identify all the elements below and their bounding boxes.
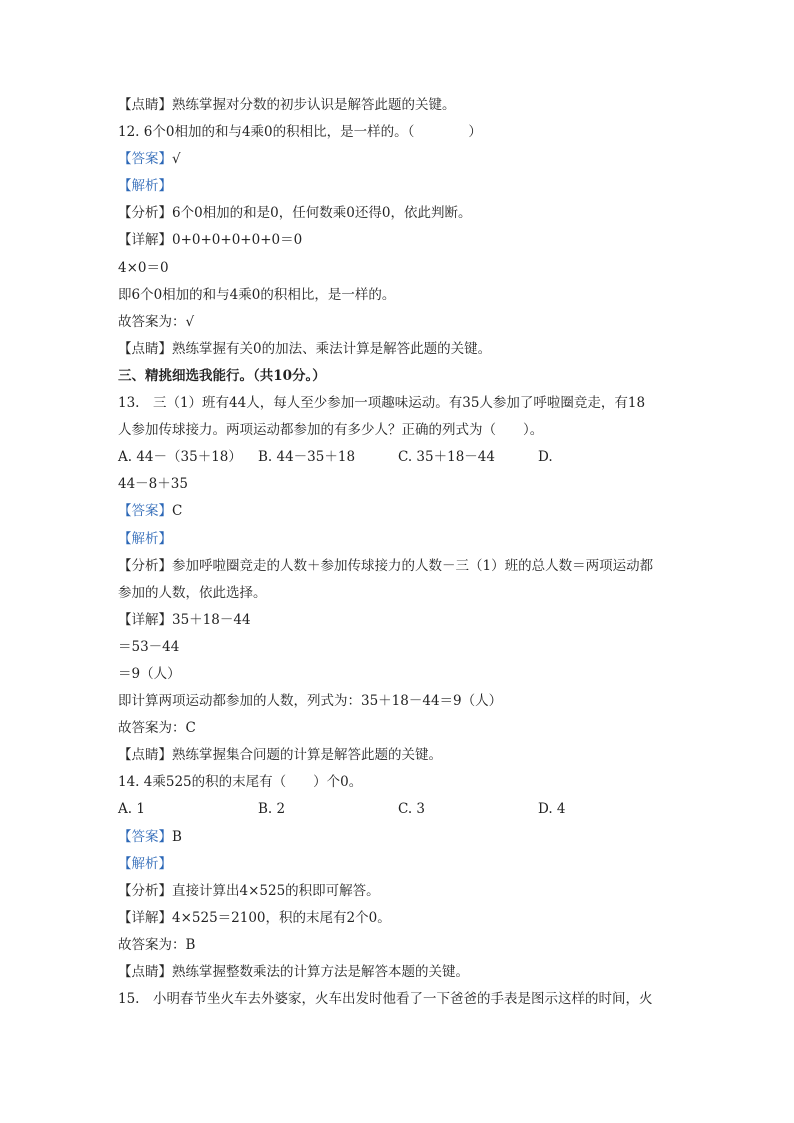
- option-b: B. 44－35＋18: [258, 449, 356, 466]
- answer-line: [118, 498, 678, 525]
- section-heading: 三、精挑细选我能行。（共10分。）: [118, 367, 326, 384]
- option-d: D. 4: [538, 801, 566, 818]
- analysis-line: 参加的人数，依此选择。: [118, 584, 267, 601]
- analysis-line: 【分析】直接计算出4×525的积即可解答。: [118, 882, 380, 899]
- answer-value: √: [172, 151, 181, 168]
- detail-line: 【详解】0+0+0+0+0+0＝0: [118, 232, 303, 249]
- tip-line: 【点睛】熟练掌握对分数的初步认识是解答此题的关键。: [118, 97, 456, 113]
- analysis-line: 【分析】参加呼啦圈竞走的人数＋参加传球接力的人数－三（1）班的总人数＝两项运动都: [118, 557, 654, 574]
- question-15: 15. 小明春节坐火车去外婆家，火车出发时他看了一下爸爸的手表是图示这样的时间，火: [118, 991, 653, 1008]
- detail-line: 【详解】35＋18－44: [118, 611, 251, 628]
- detail-line: 即计算两项运动都参加的人数，列式为：35＋18－44＝9（人）: [118, 693, 503, 710]
- detail-line: 【详解】4×525＝2100，积的末尾有2个0。: [118, 909, 391, 926]
- answer-tag: 【答案】: [118, 828, 172, 845]
- detail-line: ＝53－44: [118, 638, 180, 655]
- document-page: [118, 92, 678, 1013]
- tip-line: 【点睛】熟练掌握整数乘法的计算方法是解答本题的关键。: [118, 964, 469, 980]
- final-answer-line: 故答案为：√: [118, 313, 195, 330]
- answer-line: [118, 146, 678, 173]
- options-row: [118, 796, 678, 823]
- answer-tag: 【答案】: [118, 151, 172, 168]
- option-c: C. 35＋18－44: [398, 449, 495, 466]
- analysis-line: 【分析】6个0相加的和是0，任何数乘0还得0，依此判断。: [118, 205, 472, 222]
- tip-line: 【点睛】熟练掌握集合问题的计算是解答此题的关键。: [118, 747, 442, 764]
- answer-value: C: [172, 503, 183, 520]
- final-answer-line: 故答案为：C: [118, 720, 196, 737]
- answer-line: [118, 824, 678, 851]
- option-d: D.: [538, 449, 553, 466]
- options-row: [118, 444, 678, 471]
- option-d-cont: 44－8＋35: [118, 476, 188, 493]
- option-a: A. 44－（35＋18）: [118, 449, 242, 466]
- question-13-cont: 人参加传球接力。两项运动都参加的有多少人？正确的列式为（ ）。: [118, 422, 544, 439]
- final-answer-line: 故答案为：B: [118, 936, 196, 953]
- tip-line: 【点睛】熟练掌握有关0的加法、乘法计算是解答此题的关键。: [118, 340, 492, 357]
- analysis-tag: 【解析】: [118, 855, 172, 872]
- question-14: 14. 4乘525的积的末尾有（ ）个0。: [118, 774, 363, 791]
- question-13: 13. 三（1）班有44人，每人至少参加一项趣味运动。有35人参加了呼啦圈竞走，有18: [118, 395, 646, 412]
- option-b: B. 2: [258, 801, 286, 818]
- answer-value: B: [172, 828, 182, 845]
- option-c: C. 3: [398, 801, 426, 818]
- analysis-tag: 【解析】: [118, 178, 172, 195]
- option-a: A. 1: [118, 801, 145, 818]
- detail-line: ＝9（人）: [118, 665, 181, 682]
- question-12: 12. 6个0相加的和与4乘0的积相比，是一样的。（ ）: [118, 124, 482, 141]
- detail-line: 即6个0相加的和与4乘0的积相比，是一样的。: [118, 286, 396, 303]
- analysis-tag: 【解析】: [118, 530, 172, 547]
- answer-tag: 【答案】: [118, 503, 172, 520]
- detail-line: 4×0＝0: [118, 259, 169, 276]
